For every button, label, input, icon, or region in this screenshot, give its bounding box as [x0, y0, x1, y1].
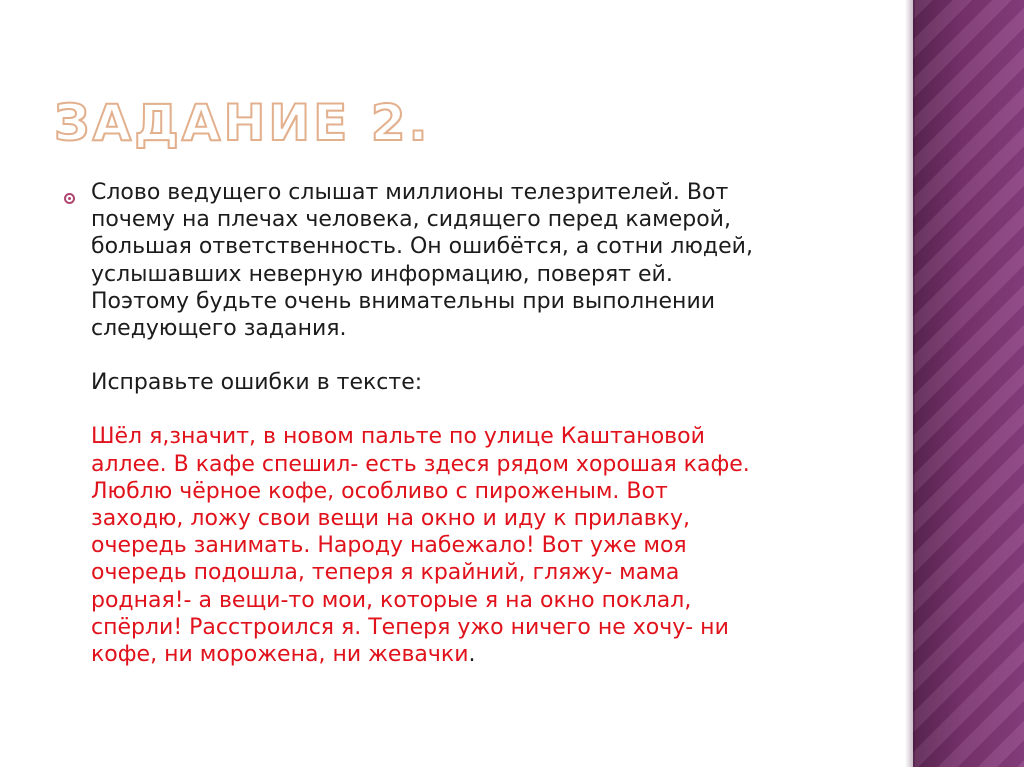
- task-line: родная!- а вещи-то мои, которые я на окно поклал,: [91, 587, 692, 613]
- task-line: заходю, ложу свои вещи на окно и иду к прилавку,: [91, 506, 691, 532]
- decorative-side-band: [913, 0, 1024, 767]
- task-line: Люблю чёрное кофе, особливо с пироженым. Вот: [91, 478, 668, 504]
- task-line: Шёл я,значит, в новом пальте по улице Каштановой: [91, 424, 705, 450]
- task-last-line-text: кофе, ни морожена, ни жевачки: [91, 642, 469, 668]
- task-last-line: [91, 641, 901, 668]
- task-line: очередь занимать. Народу набежало! Вот уже моя: [91, 533, 687, 559]
- task-line: аллее. В кафе спешил- есть здеся рядом хорошая кафе.: [91, 451, 750, 477]
- circle-bullet-icon: [64, 193, 75, 204]
- intro-line: большая ответственность. Он ошибётся, а сотни людей,: [91, 234, 753, 260]
- intro-line: услышавших неверную информацию, поверят ей.: [91, 261, 673, 287]
- intro-line: Слово ведущего слышат миллионы телезрителей. Вот: [91, 180, 729, 205]
- paragraph-gap: [91, 342, 901, 369]
- intro-line: Поэтому будьте очень внимательны при выполнении: [91, 288, 716, 314]
- side-band-shadow: [905, 0, 915, 767]
- task-last-line-period: .: [468, 642, 476, 668]
- task-line: очередь подошла, теперя я крайний, гляжу- мама: [91, 560, 680, 586]
- instruction-text: Исправьте ошибки в тексте:: [91, 370, 423, 396]
- paragraph-gap: [91, 396, 901, 423]
- slide-title: ЗАДАНИЕ 2.: [54, 94, 431, 152]
- intro-line: следующего задания.: [91, 316, 347, 342]
- task-line: спёрли! Расстроился я. Теперя ужо ничего не хочу- ни: [91, 614, 729, 640]
- slide-body: [91, 179, 901, 668]
- intro-line: почему на плечах человека, сидящего перед камерой,: [91, 207, 731, 233]
